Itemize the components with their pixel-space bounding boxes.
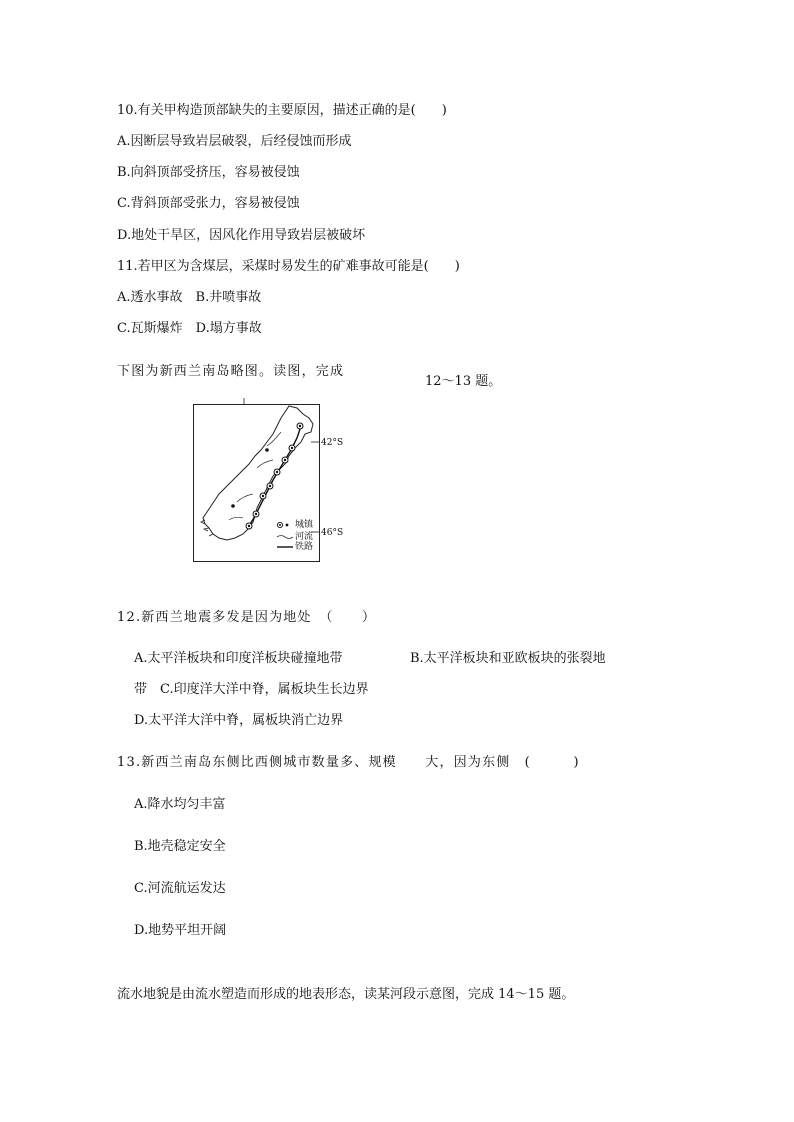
- q13-option-a: A.降水均匀丰富: [134, 797, 226, 812]
- new-zealand-south-island-map: [193, 398, 344, 562]
- legend-river-label: 河流: [295, 532, 314, 542]
- legend-town-label: 城镇: [295, 520, 314, 530]
- intro-12-13-part2: 12～13 题。: [425, 374, 502, 389]
- q12-option-d: D.太平洋大洋中脊，属板块消亡边界: [134, 713, 344, 728]
- intro-14-15: 流水地貌是由流水塑造而形成的地表形态，读某河段示意图，完成 14～15 题。: [117, 987, 575, 1002]
- q10-stem: 10.有关甲构造顶部缺失的主要原因，描述正确的是( ): [117, 103, 447, 118]
- q12-option-b: B.太平洋板块和亚欧板块的张裂地: [410, 651, 606, 666]
- latitude-label-top: 42°S: [321, 438, 344, 448]
- q11-options-line1: A.透水事故 B.井喷事故: [117, 290, 262, 305]
- q13-option-c: C.河流航运发达: [134, 881, 226, 896]
- q10-option-d: D.地处干旱区，因风化作用导致岩层被破坏: [117, 228, 366, 243]
- q10-option-c: C.背斜顶部受张力，容易被侵蚀: [117, 196, 300, 211]
- intro-12-13-part1: 下图为新西兰南岛略图。读图，完成: [117, 364, 345, 379]
- q12-stem: 12.新西兰地震多发是因为地处 （ ）: [117, 610, 377, 625]
- q11-options-line2: C.瓦斯爆炸 D.塌方事故: [117, 321, 262, 336]
- legend-railway-label: 铁路: [295, 542, 314, 552]
- q13-stem: 13.新西兰南岛东侧比西侧城市数量多、规模 大，因为东侧 ( ): [117, 755, 580, 770]
- q10-option-a: A.因断层导致岩层破裂，后经侵蚀而形成: [117, 134, 352, 149]
- q12-option-b-cont-c: 带 C.印度洋大洋中脊，属板块生长边界: [134, 682, 369, 697]
- q12-option-a: A.太平洋板块和印度洋板块碰撞地带: [134, 651, 343, 666]
- q11-stem: 11.若甲区为含煤层，采煤时易发生的矿难事故可能是( ): [117, 259, 460, 274]
- q13-option-b: B.地壳稳定安全: [134, 839, 226, 854]
- q13-option-d: D.地势平坦开阔: [134, 923, 227, 938]
- latitude-label-bottom: 46°S: [321, 528, 344, 538]
- q10-option-b: B.向斜顶部受挤压，容易被侵蚀: [117, 165, 300, 180]
